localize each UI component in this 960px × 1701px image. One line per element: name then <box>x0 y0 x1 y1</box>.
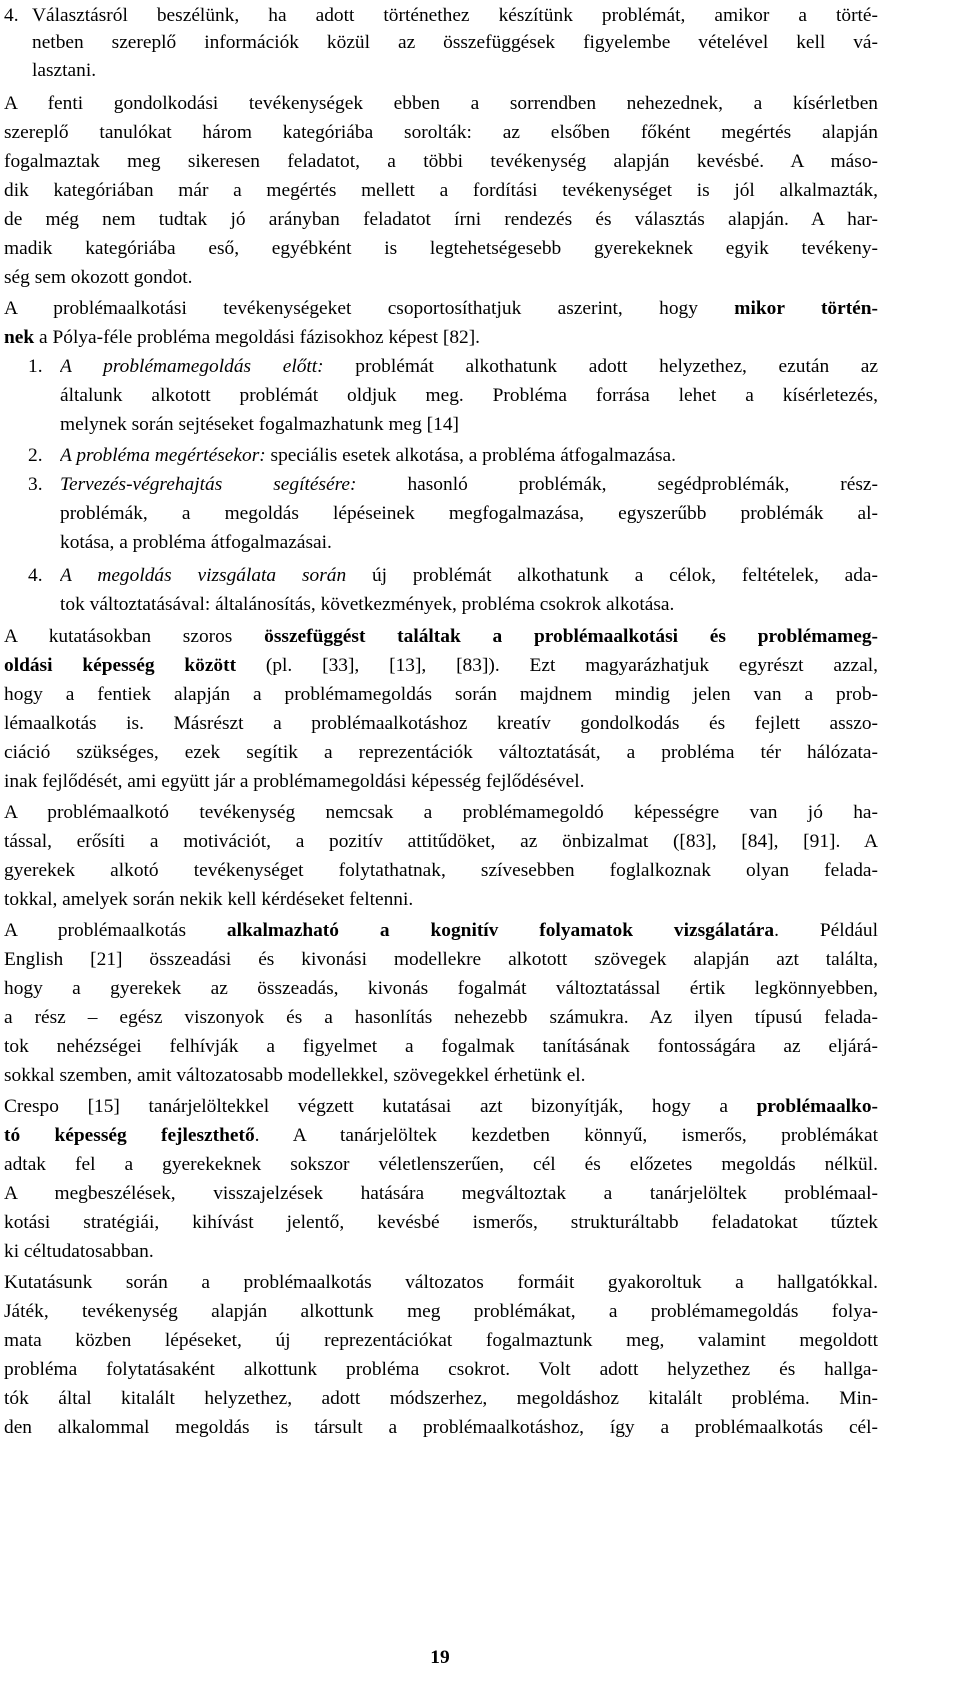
text-run: tok változtatásával: általánosítás, következmények, probléma csokrok alkotása. <box>60 594 675 615</box>
text-run: szereplő tanulókat három kategóriába sorolták: az elsőben főként megértés alapján <box>4 122 878 143</box>
list-number: 3. <box>28 474 43 495</box>
text-run: Kutatásunk során a problémaalkotás változatos formáit gyakoroltuk a hallgatókkal. <box>4 1272 878 1293</box>
text-line <box>4 1091 878 1123</box>
text-run: dik kategóriában már a megértés mellett a fordítási tevékenységet is jól alkalmazták, <box>4 180 878 201</box>
text-run: kotása, a probléma átfogalmazásai. <box>60 532 332 553</box>
text-line <box>60 498 878 530</box>
italic-text: Tervezés-végrehajtás segítésére: <box>60 474 357 495</box>
text-line <box>4 797 878 829</box>
text-run: tással, erősíti a motivációt, a pozitív attitűdöket, az önbizalmat ([83], [84], [91]. A <box>4 831 878 852</box>
text-line <box>60 560 878 592</box>
text-run: általunk alkotott problémát oldjuk meg. Probléma forrása lehet a kísérletezés, <box>60 385 878 406</box>
bold-text: problémaalko- <box>756 1096 878 1117</box>
list-number: 4. <box>28 565 43 586</box>
text-line <box>4 679 878 711</box>
text-line <box>4 1149 878 1181</box>
text-run: melynek során sejtéseket fogalmazhatunk meg [14] <box>60 414 459 435</box>
text-line <box>4 1060 878 1092</box>
bold-text: mikor történ- <box>734 298 878 319</box>
text-line <box>60 351 878 383</box>
text-run: den alkalommal megoldás is társult a problémaalkotáshoz, így a problémaalkotás cél- <box>4 1417 878 1438</box>
text-run: Crespo [15] tanárjelöltekkel végzett kutatásai azt bizonyítják, hogy a <box>4 1096 757 1117</box>
text-line <box>4 1354 878 1386</box>
text-run: problémák, a megoldás lépéseinek megfogalmazása, egyszerűbb problémák al- <box>60 503 878 524</box>
text-line <box>4 1207 878 1239</box>
text-line <box>4 88 878 120</box>
text-line <box>4 973 878 1005</box>
list-number: 1. <box>28 356 43 377</box>
text-line <box>4 175 878 207</box>
text-line <box>4 117 878 149</box>
text-run: ség sem okozott gondot. <box>4 267 193 288</box>
text-line <box>4 146 878 178</box>
text-line <box>4 650 878 682</box>
text-run: A problémaalkotás <box>4 920 227 941</box>
text-line <box>4 944 878 976</box>
text-run: sokkal szemben, amit változatosabb modellekkel, szövegekkel érhetünk el. <box>4 1065 586 1086</box>
text-run: . A tanárjelöltek kezdetben könnyű, ismerős, problémákat <box>254 1125 878 1146</box>
italic-text: A probléma megértésekor: <box>60 445 266 466</box>
text-run: lasztani. <box>32 60 97 81</box>
text-run: English [21] összeadási és kivonási modellekre alkotott szövegek alapján azt találta, <box>4 949 878 970</box>
text-line <box>4 766 878 798</box>
text-line <box>4 1002 878 1034</box>
italic-text: A problémamegoldás előtt: <box>60 356 324 377</box>
text-line <box>4 621 878 653</box>
text-run: lémaalkotás is. Másrészt a problémaalkotáshoz kreatív gondolkodás és fejlett asszo- <box>4 713 878 734</box>
text-run: A problémaalkotási tevékenységeket csoportosíthatjuk aszerint, hogy <box>4 298 735 319</box>
text-line <box>4 915 878 947</box>
text-run: hogy a fentiek alapján a problémamegoldás során majdnem mindig jelen van a prob- <box>4 684 878 705</box>
text-run: A fenti gondolkodási tevékenységek ebben a sorrendben nehezednek, a kísérletben <box>4 93 878 114</box>
italic-text: A megoldás vizsgálata során <box>60 565 347 586</box>
text-run: fogalmaztak meg sikeresen feladatot, a többi tevékenység alapján kevésbé. A máso- <box>4 151 878 172</box>
text-line <box>4 1031 878 1063</box>
text-line <box>4 884 878 916</box>
text-run: mata közben lépéseket, új reprezentációkat fogalmaztunk meg, valamint megoldott <box>4 1330 878 1351</box>
bold-text: oldási képesség között <box>4 655 237 676</box>
bold-text: nek <box>4 327 35 348</box>
text-line <box>60 469 878 501</box>
text-line <box>4 1267 878 1299</box>
text-line <box>4 708 878 740</box>
text-line <box>60 589 878 621</box>
text-run: netben szereplő információk közül az összefüggések figyelembe vételével kell vá- <box>32 32 878 53</box>
text-run: ciáció szükséges, ezek segítik a reprezentációk változtatását, a probléma tér hálózata- <box>4 742 878 763</box>
text-line <box>4 1296 878 1328</box>
text-run: tók által kitalált helyzethez, adott módszerhez, megoldáshoz kitalált probléma. Min- <box>4 1388 878 1409</box>
list-number: 4. <box>4 5 19 26</box>
text-run: A kutatásokban szoros <box>4 626 265 647</box>
text-run: inak fejlődését, ami együtt jár a problémamegoldási képesség fejlődésével. <box>4 771 585 792</box>
page-number: 19 <box>430 1647 450 1668</box>
text-line <box>60 380 878 412</box>
text-line <box>4 322 878 354</box>
text-line <box>4 826 878 858</box>
text-run: kotási stratégiái, kihívást jelentő, kevésbé ismerős, strukturáltabb feladatokat tűztek <box>4 1212 878 1233</box>
text-line <box>4 204 878 236</box>
bold-text: tó képesség fejleszthető <box>4 1125 255 1146</box>
text-run: A problémaalkotó tevékenység nemcsak a problémamegoldó képességre van jó ha- <box>4 802 878 823</box>
text-run: A megbeszélések, visszajelzések hatására megváltoztak a tanárjelöltek problémaal- <box>4 1183 878 1204</box>
text-line <box>4 293 878 325</box>
text-run: hogy a gyerekek az összeadás, kivonás fogalmát változtatással értik legkönnyebben, <box>4 978 878 999</box>
text-run: a rész – egész viszonyok és a hasonlítás nehezebb számukra. Az ilyen típusú felada- <box>4 1007 878 1028</box>
text-run: a Pólya-féle probléma megoldási fázisokhoz képest [82]. <box>34 327 481 348</box>
text-line <box>4 737 878 769</box>
text-line <box>60 409 878 441</box>
text-run: madik kategóriába eső, egyébként is legtehetségesebb gyerekeknek egyik tevékeny- <box>4 238 878 259</box>
text-run: problémát alkothatunk adott helyzethez, ezután az <box>323 356 878 377</box>
text-line <box>32 55 878 87</box>
text-run: hasonló problémák, segédproblémák, rész- <box>356 474 878 495</box>
text-line <box>4 1412 878 1444</box>
bold-text: alkalmazható a kognitív folyamatok vizsgálatára <box>226 920 775 941</box>
list-number: 2. <box>28 445 43 466</box>
text-line <box>4 233 878 265</box>
text-run: tok nehézségei felhívják a figyelmet a fogalmak tanításának fontosságára az eljárá- <box>4 1036 878 1057</box>
text-run: ki céltudatosabban. <box>4 1241 154 1262</box>
text-line <box>4 1120 878 1152</box>
text-line <box>60 527 878 559</box>
text-run: Játék, tevékenység alapján alkottunk meg problémákat, a problémamegoldás folya- <box>4 1301 878 1322</box>
text-run: Választásról beszélünk, ha adott történethez készítünk problémát, amikor a törté- <box>32 5 878 26</box>
text-run: (pl. [33], [13], [83]). Ezt magyarázhatjuk egyrészt azzal, <box>236 655 878 676</box>
text-line <box>4 1236 878 1268</box>
text-run: gyerekek alkotó tevékenységet folytathatnak, szívesebben foglalkoznak olyan felada- <box>4 860 878 881</box>
text-line <box>4 1178 878 1210</box>
text-line <box>4 1325 878 1357</box>
text-line <box>60 440 878 472</box>
text-run: tokkal, amelyek során nekik kell kérdéseket feltenni. <box>4 889 414 910</box>
text-run: adtak fel a gyerekeknek sokszor véletlenszerűen, cél és előzetes megoldás nélkül. <box>4 1154 878 1175</box>
text-run: de még nem tudtak jó arányban feladatot írni rendezés és választás alapján. A har- <box>4 209 878 230</box>
text-run: probléma folytatásaként alkottunk probléma csokrot. Volt adott helyzethez és hallga- <box>4 1359 878 1380</box>
bold-text: összefüggést találtak a problémaalkotási és problémameg- <box>264 626 878 647</box>
text-line <box>4 262 878 294</box>
text-line <box>4 855 878 887</box>
text-run: új problémát alkothatunk a célok, feltételek, ada- <box>346 565 878 586</box>
text-run: speciális esetek alkotása, a probléma átfogalmazása. <box>265 445 676 466</box>
text-line <box>4 1383 878 1415</box>
text-run: . Például <box>774 920 878 941</box>
